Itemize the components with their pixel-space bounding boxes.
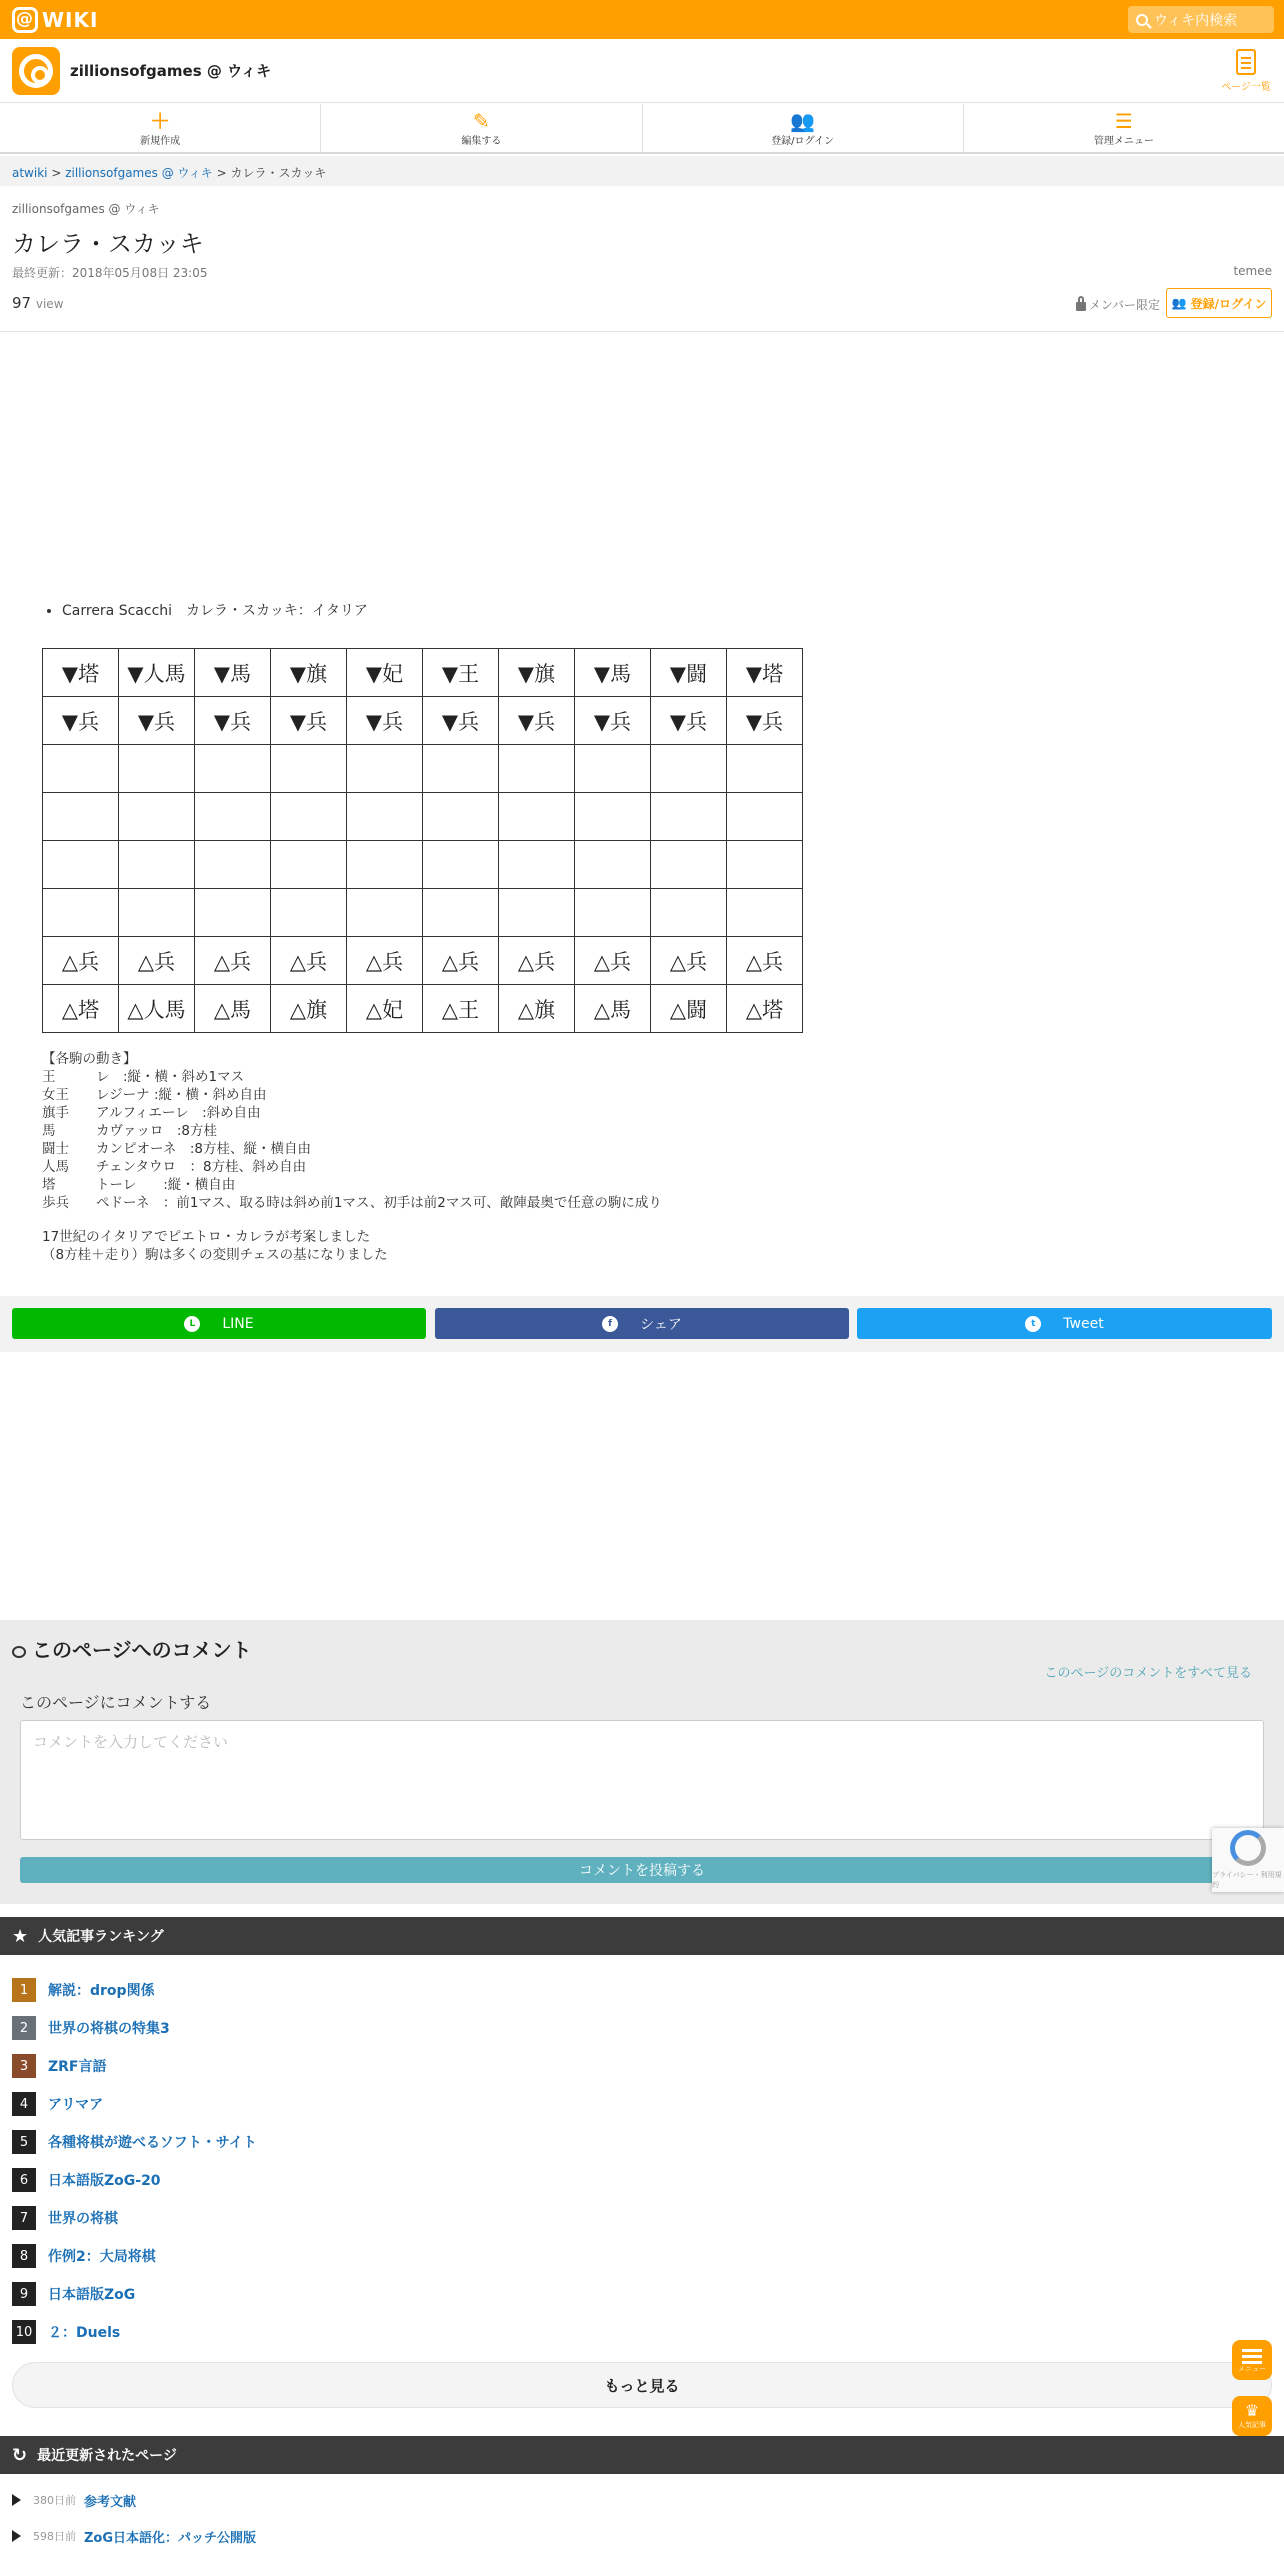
more-ranking-button[interactable]: もっと見る — [12, 2362, 1272, 2408]
board-cell — [423, 793, 499, 841]
board-cell: △馬 — [195, 985, 271, 1033]
star-icon: ★ — [12, 1925, 29, 1947]
history-note — [42, 1228, 388, 1264]
breadcrumb-sep: > — [47, 166, 66, 180]
rank-number: 3 — [12, 2054, 36, 2078]
board-cell — [119, 841, 195, 889]
move-line: 塔 トーレ :縦・横自由 — [42, 1177, 236, 1193]
board-cell — [727, 889, 803, 937]
board-cell: ▼兵 — [499, 697, 575, 745]
ranking-item[interactable] — [12, 2206, 118, 2230]
user-add-icon: 👥 — [1171, 296, 1191, 310]
board-cell: ▼旗 — [499, 649, 575, 697]
at-logo-icon — [19, 54, 53, 88]
board-cell: ▼兵 — [727, 697, 803, 745]
ranking-item[interactable] — [12, 2092, 103, 2116]
menu-fab-label: メニュー — [1238, 2364, 1266, 2373]
move-line: 女王 レジーナ :縦・横・斜め自由 — [42, 1087, 267, 1103]
rank-number: 5 — [12, 2130, 36, 2154]
breadcrumb-sep: > — [212, 166, 231, 180]
board-cell: ▼妃 — [347, 649, 423, 697]
board-cell: △兵 — [651, 937, 727, 985]
recent-link[interactable]: 参考文献 — [84, 2494, 137, 2510]
board-cell — [271, 889, 347, 937]
board-cell: ▼塔 — [727, 649, 803, 697]
move-line: 歩兵 ペドーネ ：前1マス、取る時は斜め前1マス、初手は前2マス可、敵陣最奥で任意の駒に成り — [42, 1195, 662, 1211]
board-cell — [271, 793, 347, 841]
breadcrumb — [0, 156, 1284, 186]
board-cell: △妃 — [347, 985, 423, 1033]
recent-item[interactable] — [12, 2526, 256, 2546]
ranking-header — [0, 1917, 1284, 1955]
recent-days: 598日前 — [33, 2530, 76, 2543]
see-all-comments-link[interactable]: このページのコメントをすべて見る — [1044, 1666, 1252, 1681]
edit-button[interactable] — [321, 104, 642, 152]
board-cell — [43, 889, 119, 937]
board-cell: ▼旗 — [271, 649, 347, 697]
board-cell: ▼馬 — [195, 649, 271, 697]
ranking-link[interactable]: ZRF言語 — [48, 2059, 107, 2075]
member-only-label — [1076, 296, 1160, 313]
ranking-link[interactable]: アリマア — [48, 2097, 104, 2113]
recent-link[interactable]: ZoG日本語化：パッチ公開版 — [84, 2530, 257, 2546]
register-login-label: 登録/ログイン — [771, 135, 835, 147]
share-facebook-label: シェア — [640, 1316, 682, 1333]
page-title: カレラ・スカッキ — [12, 230, 204, 258]
new-page-button[interactable] — [0, 104, 321, 152]
board-cell: △旗 — [271, 985, 347, 1033]
post-comment-button[interactable]: コメントを投稿する — [20, 1857, 1264, 1883]
board-cell: △兵 — [575, 937, 651, 985]
ranking-link[interactable]: 日本語版ZoG — [48, 2287, 136, 2303]
board-cell — [347, 841, 423, 889]
crown-icon: ♛ — [1244, 2401, 1260, 2420]
ranking-item[interactable] — [12, 2016, 170, 2040]
share-facebook-button[interactable] — [435, 1308, 849, 1339]
facebook-icon: f — [602, 1316, 618, 1332]
recent-days: 380日前 — [33, 2494, 76, 2507]
ranking-item[interactable] — [12, 1978, 155, 2002]
board-cell: △兵 — [195, 937, 271, 985]
admin-menu-label: 管理メニュー — [1093, 135, 1154, 147]
move-line: 旗手 アルフィエーレ :斜め自由 — [42, 1105, 261, 1121]
triangle-right-icon — [12, 2494, 21, 2506]
board-cell: ▼王 — [423, 649, 499, 697]
board-cell: △馬 — [575, 985, 651, 1033]
ranking-title: 人気記事ランキング — [38, 1929, 164, 1945]
board-cell — [119, 745, 195, 793]
initial-board — [42, 648, 803, 1033]
board-cell: ▼兵 — [43, 697, 119, 745]
board-cell — [347, 793, 423, 841]
rank-number: 2 — [12, 2016, 36, 2040]
share-line-label: LINE — [222, 1315, 254, 1332]
admin-menu-button[interactable] — [964, 104, 1284, 152]
board-cell: △兵 — [727, 937, 803, 985]
share-twitter-label: Tweet — [1063, 1315, 1104, 1332]
page-list-button[interactable] — [1220, 49, 1272, 93]
ranking-link[interactable]: ２：Duels — [48, 2325, 121, 2341]
at-icon: @ — [12, 7, 38, 33]
recent-item[interactable] — [12, 2490, 136, 2510]
menu-icon — [1242, 2355, 1262, 2358]
board-cell — [575, 793, 651, 841]
board-row — [43, 697, 803, 745]
refresh-icon: ↻ — [12, 2444, 28, 2466]
last-updated: 最終更新：2018年05月08日 23:05 — [12, 266, 208, 280]
ranking-link[interactable]: 作例2：大局将棋 — [48, 2249, 156, 2265]
member-only-text: メンバー限定 — [1088, 298, 1160, 312]
ranking-item[interactable] — [12, 2244, 156, 2268]
user-add-icon: 👥 — [790, 108, 816, 133]
board-cell — [271, 841, 347, 889]
page-list-label: ページ一覧 — [1221, 82, 1271, 93]
ranking-link[interactable]: 世界の将棋 — [48, 2211, 118, 2227]
move-line: 王 レ :縦・横・斜め1マス — [42, 1069, 245, 1085]
board-cell: △王 — [423, 985, 499, 1033]
board-cell: △人馬 — [119, 985, 195, 1033]
recaptcha-text: プライバシー・利用規約 — [1212, 1871, 1282, 1889]
board-cell — [423, 745, 499, 793]
author[interactable]: temee — [1233, 264, 1272, 278]
board-row — [43, 937, 803, 985]
register-login-button[interactable] — [643, 104, 964, 152]
board-cell — [423, 841, 499, 889]
board-row — [43, 793, 803, 841]
board-cell — [727, 745, 803, 793]
board-cell — [575, 745, 651, 793]
board-cell: △旗 — [499, 985, 575, 1033]
board-row — [43, 745, 803, 793]
rank-number: 1 — [12, 1978, 36, 2002]
board-cell — [727, 841, 803, 889]
rank-number: 10 — [12, 2320, 36, 2344]
board-cell — [499, 889, 575, 937]
board-cell — [43, 841, 119, 889]
board-row — [43, 889, 803, 937]
lock-icon — [1076, 302, 1086, 311]
ranking-item[interactable] — [12, 2320, 120, 2344]
ranking-link[interactable]: 各種将棋が遊べるソフト・サイト — [48, 2135, 257, 2151]
board-cell: ▼兵 — [651, 697, 727, 745]
board-cell — [575, 889, 651, 937]
plus-icon: ＋ — [150, 108, 171, 133]
board-cell — [195, 745, 271, 793]
share-bar — [0, 1296, 1284, 1352]
board-row — [43, 841, 803, 889]
board-cell — [119, 793, 195, 841]
recaptcha-badge[interactable] — [1212, 1828, 1284, 1892]
ranking-link[interactable]: 解説：drop関係 — [48, 1983, 155, 1999]
board-cell: ▼兵 — [347, 697, 423, 745]
board-cell — [651, 889, 727, 937]
board-cell — [651, 745, 727, 793]
ranking-fab[interactable] — [1232, 2396, 1272, 2436]
wiki-search-input[interactable] — [1128, 6, 1274, 33]
board-cell — [575, 841, 651, 889]
board-cell: △兵 — [423, 937, 499, 985]
line-icon: L — [184, 1316, 200, 1332]
share-twitter-button[interactable] — [857, 1308, 1272, 1339]
board-cell: △兵 — [43, 937, 119, 985]
move-line: 人馬 チェンタウロ ：8方桂、斜め自由 — [42, 1159, 307, 1175]
view-count — [12, 294, 64, 312]
board-row — [43, 985, 803, 1033]
recent-header — [0, 2436, 1284, 2474]
note-line-2: （8方桂＋走り）駒は多くの変則チェスの基になりました — [42, 1247, 388, 1263]
page-content — [42, 600, 942, 620]
board-cell — [195, 793, 271, 841]
twitter-icon: t — [1025, 1316, 1041, 1332]
page-header — [0, 186, 1284, 332]
board-cell — [727, 793, 803, 841]
login-button-label: 登録/ログイン — [1190, 296, 1267, 311]
board-cell — [651, 841, 727, 889]
comments-section — [0, 1620, 1284, 1904]
board-cell — [651, 793, 727, 841]
intro-bullet: • Carrera Scacchi カレラ・スカッキ：イタリア — [62, 600, 942, 620]
recent-title: 最近更新されたページ — [37, 2448, 177, 2464]
board-cell — [347, 745, 423, 793]
comments-title — [12, 1634, 252, 1663]
triangle-right-icon — [12, 2530, 21, 2542]
search-icon — [1136, 14, 1148, 26]
board-cell — [43, 793, 119, 841]
board-cell: ▼兵 — [423, 697, 499, 745]
edit-label: 編集する — [461, 135, 502, 147]
menu-fab[interactable] — [1232, 2340, 1272, 2380]
board-cell: ▼人馬 — [119, 649, 195, 697]
board-row — [43, 649, 803, 697]
atwiki-logo[interactable] — [12, 7, 98, 33]
ranking-link[interactable]: 日本語版ZoG-20 — [48, 2173, 161, 2189]
board-cell — [43, 745, 119, 793]
action-menu — [0, 104, 1284, 154]
comment-icon — [12, 1646, 26, 1658]
board-cell — [195, 889, 271, 937]
moves-title: 【各駒の動き】 — [42, 1051, 137, 1067]
login-button[interactable] — [1166, 288, 1272, 318]
note-line-1: 17世紀のイタリアでピエトロ・カレラが考案しました — [42, 1229, 371, 1245]
pencil-icon: ✎ — [472, 108, 490, 133]
board-cell — [119, 889, 195, 937]
breadcrumb-root[interactable]: atwiki — [12, 166, 48, 180]
board-cell: △塔 — [43, 985, 119, 1033]
new-page-label: 新規作成 — [140, 135, 181, 147]
admin-menu-icon: ☰ — [1114, 108, 1133, 133]
board-cell: △闘 — [651, 985, 727, 1033]
move-line: 馬 カヴァッロ :8方桂 — [42, 1123, 218, 1139]
breadcrumb-wiki[interactable]: zillionsofgames @ ウィキ — [65, 166, 213, 180]
comment-input[interactable]: コメントを入力してください — [20, 1720, 1264, 1840]
rank-number: 4 — [12, 2092, 36, 2116]
board-cell — [499, 793, 575, 841]
site-header — [0, 39, 1284, 103]
view-unit: view — [35, 297, 64, 311]
share-line-button[interactable] — [12, 1308, 426, 1339]
board-cell: ▼馬 — [575, 649, 651, 697]
logo-text: WIKI — [42, 7, 99, 32]
comments-title-text: このページへのコメント — [32, 1638, 252, 1662]
search-placeholder: ウィキ内検索 — [1154, 12, 1238, 29]
global-topbar — [0, 0, 1284, 39]
ranking-fab-label: 人気記事 — [1238, 2421, 1266, 2429]
board-cell: ▼塔 — [43, 649, 119, 697]
breadcrumb-current: カレラ・スカッキ — [230, 166, 327, 180]
ranking-item[interactable] — [12, 2054, 107, 2078]
board-cell — [499, 841, 575, 889]
comment-prompt: このページにコメントする — [20, 1693, 212, 1712]
board-cell: △塔 — [727, 985, 803, 1033]
board-cell: ▼闘 — [651, 649, 727, 697]
rank-number: 8 — [12, 2244, 36, 2268]
board-cell — [423, 889, 499, 937]
rank-number: 9 — [12, 2282, 36, 2306]
rank-number: 7 — [12, 2206, 36, 2230]
site-logo[interactable] — [12, 47, 60, 95]
site-name[interactable]: zillionsofgames @ ウィキ — [70, 62, 272, 80]
document-icon — [1236, 49, 1256, 75]
move-line: 闘士 カンピオーネ :8方桂、縦・横自由 — [42, 1141, 311, 1157]
board-cell: △兵 — [347, 937, 423, 985]
ranking-link[interactable]: 世界の将棋の特集3 — [48, 2021, 170, 2037]
wiki-name: zillionsofgames @ ウィキ — [12, 202, 160, 216]
board-cell: △兵 — [271, 937, 347, 985]
board-cell — [347, 889, 423, 937]
board-cell: △兵 — [119, 937, 195, 985]
ranking-item[interactable] — [12, 2282, 135, 2306]
view-number: 97 — [12, 294, 32, 312]
board-cell — [499, 745, 575, 793]
rank-number: 6 — [12, 2168, 36, 2192]
board-cell: ▼兵 — [575, 697, 651, 745]
piece-moves — [42, 1050, 662, 1212]
board-cell — [271, 745, 347, 793]
board-cell: ▼兵 — [271, 697, 347, 745]
board-cell — [195, 841, 271, 889]
ranking-item[interactable] — [12, 2130, 257, 2154]
board-cell: ▼兵 — [195, 697, 271, 745]
recaptcha-icon — [1230, 1830, 1266, 1866]
board-cell: △兵 — [499, 937, 575, 985]
board-cell: ▼兵 — [119, 697, 195, 745]
ranking-item[interactable] — [12, 2168, 161, 2192]
